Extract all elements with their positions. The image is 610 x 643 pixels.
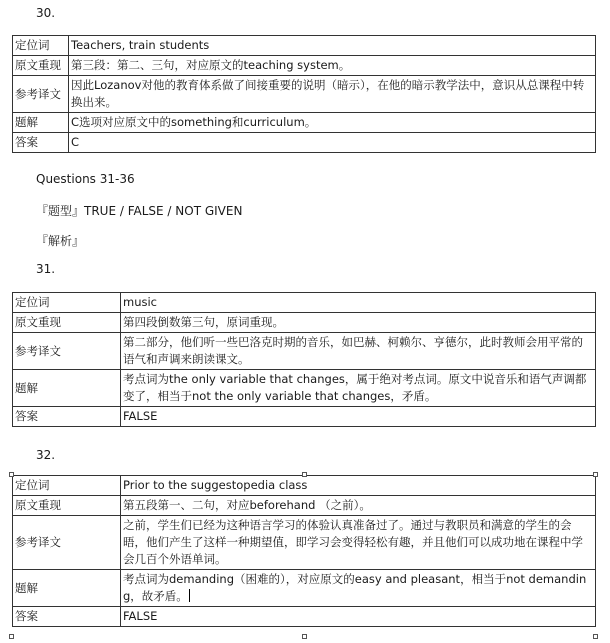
row-label: 参考译文 bbox=[13, 76, 69, 113]
row-text: 第四段倒数第三句，原词重现。 bbox=[121, 313, 596, 333]
row-label: 参考译文 bbox=[13, 516, 121, 570]
resize-handle-top-middle[interactable] bbox=[302, 472, 307, 477]
row-text: C选项对应原文中的something和curriculum。 bbox=[69, 113, 596, 133]
row-label: 原文重现 bbox=[13, 313, 121, 333]
row-text: 因此Lozanov对他的教育体系做了间接重要的说明（暗示），在他的暗示教学法中，意识从总课程中转换出来。 bbox=[69, 76, 596, 113]
question-type-line: 『题型』TRUE / FALSE / NOT GIVEN bbox=[36, 204, 243, 218]
row-text: Teachers, train students bbox=[69, 36, 596, 56]
section-heading: Questions 31-36 bbox=[36, 172, 135, 186]
row-text: 第五段第一、二句，对应beforehand （之前）。 bbox=[121, 496, 596, 516]
row-text: 第二部分，他们听一些巴洛克时期的音乐，如巴赫、柯赖尔、亨德尔，此时教师会用平常的语气和声调来朗读课文。 bbox=[121, 333, 596, 370]
answer-table-32 bbox=[12, 475, 596, 627]
row-label: 答案 bbox=[13, 133, 69, 153]
table-row bbox=[13, 313, 596, 333]
question-number-32: 32. bbox=[36, 448, 56, 462]
table-row bbox=[13, 476, 596, 496]
table-row bbox=[13, 370, 596, 407]
question-number-31: 31. bbox=[36, 262, 56, 276]
row-label: 定位词 bbox=[13, 476, 121, 496]
resize-handle-bottom-right[interactable] bbox=[593, 634, 598, 639]
table-row bbox=[13, 133, 596, 153]
row-text: music bbox=[121, 293, 596, 313]
row-label: 原文重现 bbox=[13, 496, 121, 516]
answer-table-30 bbox=[12, 35, 596, 153]
table-row bbox=[13, 76, 596, 113]
question-number-30: 30. bbox=[36, 6, 56, 20]
row-label: 题解 bbox=[13, 113, 69, 133]
answer-table-31 bbox=[12, 292, 596, 427]
row-text-content: 考点词为demanding（困难的），对应原文的easy and pleasant，相当于not demanding，故矛盾。 bbox=[123, 572, 587, 603]
row-label: 参考译文 bbox=[13, 333, 121, 370]
resize-handle-top-left[interactable] bbox=[9, 472, 14, 477]
resize-handle-bottom-middle[interactable] bbox=[302, 634, 307, 639]
table-row bbox=[13, 293, 596, 313]
row-text: FALSE bbox=[121, 607, 596, 627]
resize-handle-bottom-left[interactable] bbox=[9, 634, 14, 639]
table-row bbox=[13, 407, 596, 427]
row-text: C bbox=[69, 133, 596, 153]
text-cursor bbox=[189, 589, 190, 602]
row-text: 考点词为the only variable that changes，属于绝对考点词。原文中说音乐和语气声调都变了，相当于not the only variable that changes，矛盾。 bbox=[121, 370, 596, 407]
row-label: 题解 bbox=[13, 570, 121, 607]
table-row bbox=[13, 333, 596, 370]
table-row bbox=[13, 56, 596, 76]
row-text: FALSE bbox=[121, 407, 596, 427]
row-text: Prior to the suggestopedia class bbox=[121, 476, 596, 496]
table-row bbox=[13, 607, 596, 627]
row-text: 之前，学生们已经为这种语言学习的体验认真准备过了。通过与教职员和满意的学生的会晤，他们产生了这样一种期望值，即学习会变得轻松有趣，并且他们可以成功地在课程中学会几百个外语单词。 bbox=[121, 516, 596, 570]
row-label: 定位词 bbox=[13, 36, 69, 56]
analysis-line: 『解析』 bbox=[36, 234, 85, 248]
table-row bbox=[13, 570, 596, 607]
table-row bbox=[13, 36, 596, 56]
row-label: 答案 bbox=[13, 607, 121, 627]
row-text[interactable] bbox=[121, 570, 596, 607]
row-label: 题解 bbox=[13, 370, 121, 407]
row-text: 第三段：第二、三句，对应原文的teaching system。 bbox=[69, 56, 596, 76]
row-label: 定位词 bbox=[13, 293, 121, 313]
table-row bbox=[13, 113, 596, 133]
table-row bbox=[13, 516, 596, 570]
row-label: 原文重现 bbox=[13, 56, 69, 76]
resize-handle-top-right[interactable] bbox=[593, 472, 598, 477]
row-label: 答案 bbox=[13, 407, 121, 427]
table-row bbox=[13, 496, 596, 516]
